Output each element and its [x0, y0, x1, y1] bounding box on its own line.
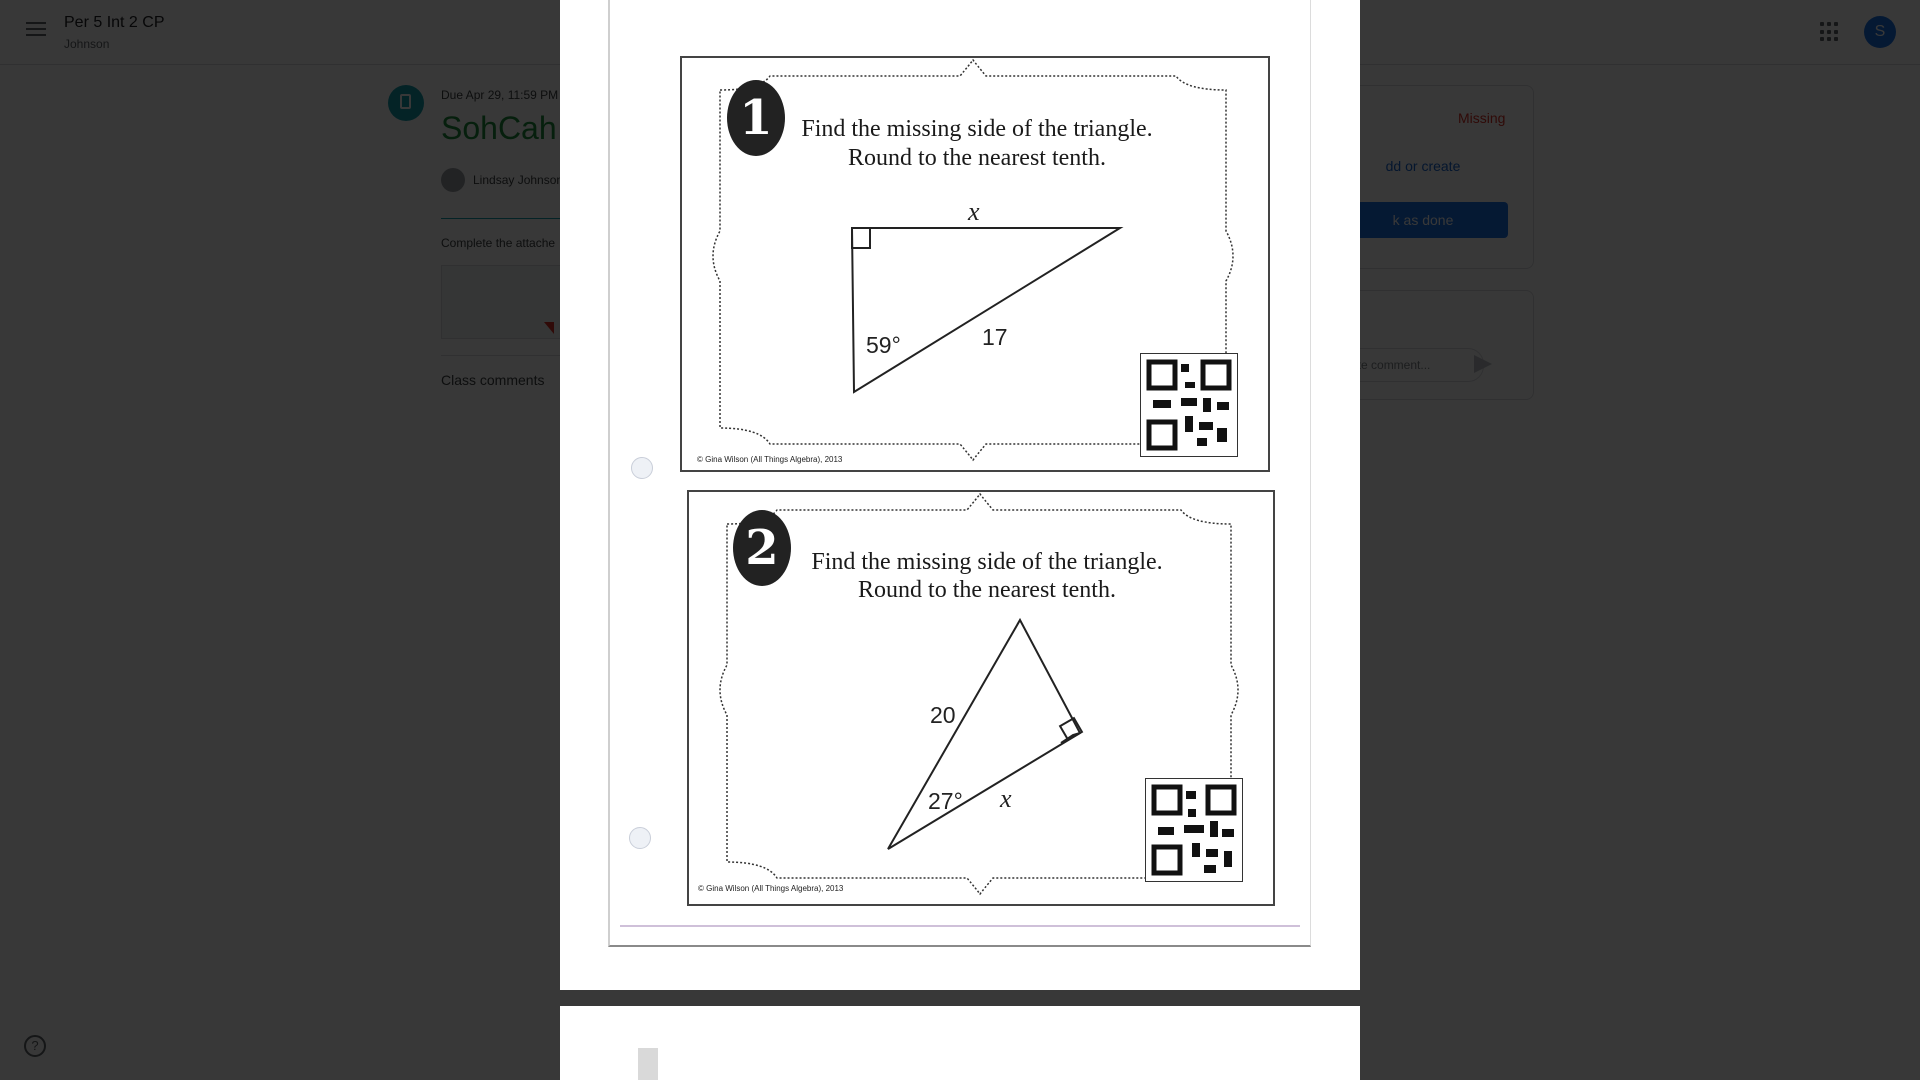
- task-1-side-label: 17: [982, 324, 1008, 350]
- page-2-scan-edge: [638, 1048, 658, 1080]
- task-1-qr-code: [1140, 353, 1238, 457]
- task-2-prompt-line-2: Round to the nearest tenth.: [858, 577, 1116, 603]
- task-1-number: 1: [727, 80, 785, 156]
- task-2-angle-label: 27°: [928, 788, 963, 814]
- task-2-copyright: © Gina Wilson (All Things Algebra), 2013: [698, 884, 844, 893]
- qr-pattern-icon: [1146, 779, 1242, 881]
- task-1-prompt-line-1: Find the missing side of the triangle.: [801, 116, 1153, 142]
- task-2-side-label: 20: [930, 702, 956, 728]
- task-2-triangle: [880, 615, 1100, 855]
- task-2-qr-code: [1145, 778, 1243, 882]
- task-2-prompt-line-1: Find the missing side of the triangle.: [811, 549, 1163, 575]
- punch-hole: [629, 827, 651, 849]
- task-1-prompt-line-2: Round to the nearest tenth.: [848, 145, 1106, 171]
- task-1-copyright: © Gina Wilson (All Things Algebra), 2013: [697, 455, 843, 464]
- qr-pattern-icon: [1141, 354, 1237, 456]
- punch-hole: [631, 457, 653, 479]
- scan-bottom-line: [620, 925, 1300, 927]
- task-1-triangle: [840, 220, 1130, 400]
- document-page-2: [560, 1006, 1360, 1086]
- task-1-unknown-label: x: [968, 197, 980, 226]
- task-2-unknown-label: x: [1000, 784, 1012, 813]
- task-2-number: 2: [733, 510, 791, 586]
- task-1-angle-label: 59°: [866, 332, 901, 358]
